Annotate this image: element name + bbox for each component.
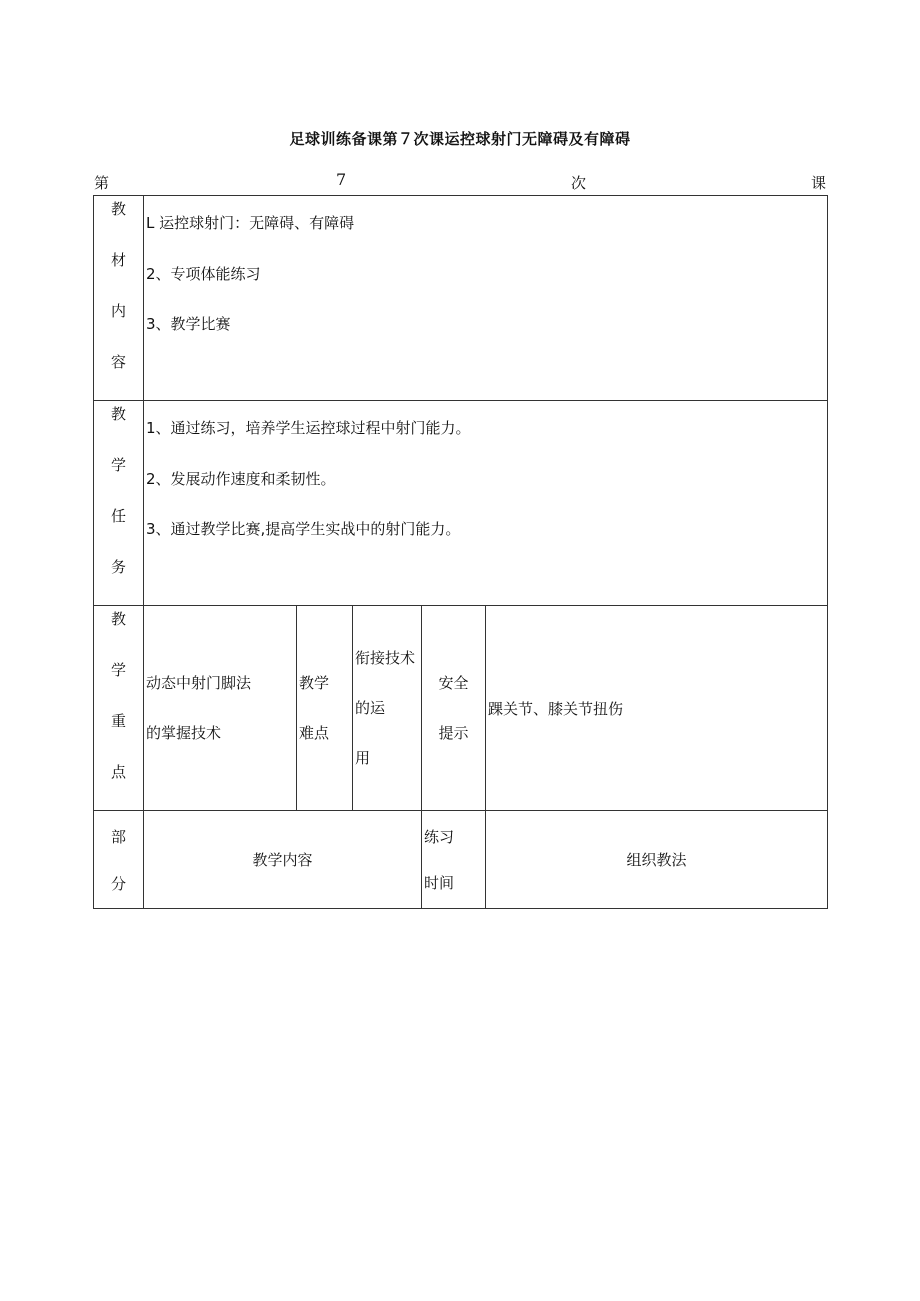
header-row [94, 811, 828, 909]
list-item: 3、通过教学比赛,提高学生实战中的射门能力。 [146, 520, 461, 538]
key-points-label: 教 学 重 点 [94, 606, 144, 811]
time-header: 练习 时间 [422, 811, 486, 909]
part-label: 部 分 [94, 811, 144, 909]
tasks-label: 教 学 任 务 [94, 401, 144, 606]
list-item: 2、发展动作速度和柔韧性。 [146, 470, 336, 488]
lesson-plan-table [93, 195, 828, 909]
materials-label: 教 材 内 容 [94, 196, 144, 401]
difficulty-text: 衔接技术的运 用 [353, 606, 422, 811]
content-header: 教学内容 [144, 811, 422, 909]
list-item: 1、通过练习，培养学生运控球过程中射门能力。 [146, 419, 471, 437]
method-header: 组织教法 [486, 811, 828, 909]
list-item: 2、专项体能练习 [146, 265, 261, 283]
difficulty-label: 教学 难点 [297, 606, 353, 811]
lesson-number-line [94, 172, 827, 194]
key-focus-text: 动态中射门脚法 的掌握技术 [144, 606, 297, 811]
safety-label: 安全 提示 [422, 606, 486, 811]
page-title: 足球训练备课第７次课运控球射门无障碍及有障碍 [289, 130, 631, 148]
tasks-row [94, 401, 828, 606]
lesson-prefix: 第 [94, 174, 110, 192]
materials-content [144, 196, 828, 401]
lesson-number: 7 [336, 170, 347, 189]
lesson-suffix: 课 [811, 174, 827, 192]
materials-row [94, 196, 828, 401]
list-item: L 运控球射门：无障碍、有障碍 [146, 214, 355, 232]
lesson-mid: 次 [571, 174, 587, 192]
list-item: 3、教学比赛 [146, 315, 231, 333]
safety-text: 踝关节、膝关节扭伤 [486, 606, 828, 811]
key-points-row [94, 606, 828, 811]
tasks-content [144, 401, 828, 606]
